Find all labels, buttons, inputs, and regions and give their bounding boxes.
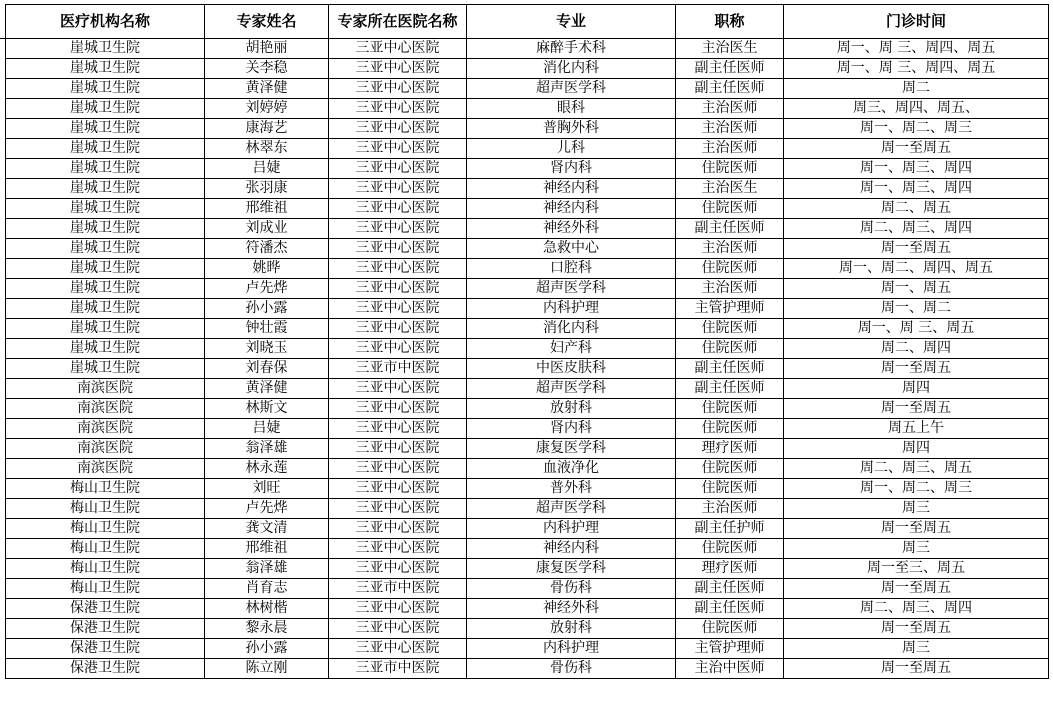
cell-clinic-time[interactable]: 周一、周 三、周四、周五 (784, 39, 1049, 59)
cell-specialty[interactable]: 康复医学科 (467, 439, 676, 459)
cell-title[interactable]: 主治医生 (676, 39, 784, 59)
cell-specialty[interactable]: 口腔科 (467, 259, 676, 279)
cell-institution[interactable]: 崖城卫生院 (6, 59, 205, 79)
cell-expert-hospital[interactable]: 三亚市中医院 (329, 659, 467, 679)
cell-expert-hospital[interactable]: 三亚中心医院 (329, 459, 467, 479)
cell-expert-hospital[interactable]: 三亚中心医院 (329, 419, 467, 439)
cell-expert-name[interactable]: 张羽康 (205, 179, 329, 199)
cell-title[interactable]: 主治医师 (676, 119, 784, 139)
cell-expert-name[interactable]: 康海艺 (205, 119, 329, 139)
table-row (6, 479, 1049, 499)
cell-expert-hospital[interactable]: 三亚中心医院 (329, 499, 467, 519)
cell-specialty[interactable]: 眼科 (467, 99, 676, 119)
cell-institution[interactable]: 崖城卫生院 (6, 79, 205, 99)
cell-institution[interactable]: 南滨医院 (6, 379, 205, 399)
cell-expert-hospital[interactable]: 三亚中心医院 (329, 199, 467, 219)
cell-specialty[interactable]: 妇产科 (467, 339, 676, 359)
cell-title[interactable]: 副主任医师 (676, 79, 784, 99)
cell-specialty[interactable]: 消化内科 (467, 319, 676, 339)
table-row (6, 459, 1049, 479)
cell-title[interactable]: 理疗医师 (676, 439, 784, 459)
table-row (6, 79, 1049, 99)
cell-expert-hospital[interactable]: 三亚中心医院 (329, 479, 467, 499)
cell-clinic-time[interactable]: 周一至周五 (784, 239, 1049, 259)
cell-title[interactable]: 住院医师 (676, 459, 784, 479)
cell-expert-hospital[interactable]: 三亚市中医院 (329, 359, 467, 379)
cell-expert-hospital[interactable]: 三亚中心医院 (329, 639, 467, 659)
table-row (6, 419, 1049, 439)
cell-specialty[interactable]: 普胸外科 (467, 119, 676, 139)
cell-title[interactable]: 住院医师 (676, 159, 784, 179)
cell-title[interactable]: 主治医师 (676, 239, 784, 259)
cell-expert-name[interactable]: 符潘杰 (205, 239, 329, 259)
cell-institution[interactable]: 崖城卫生院 (6, 199, 205, 219)
cell-expert-hospital[interactable]: 三亚中心医院 (329, 99, 467, 119)
cell-institution[interactable]: 梅山卫生院 (6, 499, 205, 519)
cell-expert-hospital[interactable]: 三亚中心医院 (329, 339, 467, 359)
table-row (6, 559, 1049, 579)
header-expert-name: 专家姓名 (205, 5, 329, 39)
cell-expert-hospital[interactable]: 三亚中心医院 (329, 139, 467, 159)
cell-institution[interactable]: 崖城卫生院 (6, 39, 205, 59)
cell-title[interactable]: 理疗医师 (676, 559, 784, 579)
cell-specialty[interactable]: 神经内科 (467, 539, 676, 559)
cell-institution[interactable]: 保港卫生院 (6, 659, 205, 679)
cell-expert-name[interactable]: 刘春保 (205, 359, 329, 379)
cell-clinic-time[interactable]: 周一、周三、周四 (784, 179, 1049, 199)
cell-specialty[interactable]: 神经外科 (467, 219, 676, 239)
header-title: 职称 (676, 5, 784, 39)
cell-expert-hospital[interactable]: 三亚中心医院 (329, 399, 467, 419)
cell-specialty[interactable]: 消化内科 (467, 59, 676, 79)
cell-institution[interactable]: 崖城卫生院 (6, 239, 205, 259)
cell-specialty[interactable]: 普外科 (467, 479, 676, 499)
cell-specialty[interactable]: 放射科 (467, 399, 676, 419)
table-row (6, 619, 1049, 639)
cell-institution[interactable]: 保港卫生院 (6, 599, 205, 619)
cell-clinic-time[interactable]: 周二、周四 (784, 339, 1049, 359)
cell-expert-hospital[interactable]: 三亚中心医院 (329, 39, 467, 59)
cell-clinic-time[interactable]: 周二、周三、周四 (784, 599, 1049, 619)
cell-specialty[interactable]: 内科护理 (467, 639, 676, 659)
cell-clinic-time[interactable]: 周二 (784, 79, 1049, 99)
cell-institution[interactable]: 保港卫生院 (6, 639, 205, 659)
cell-clinic-time[interactable]: 周二、周三、周五 (784, 459, 1049, 479)
cell-institution[interactable]: 崖城卫生院 (6, 139, 205, 159)
cell-clinic-time[interactable]: 周二、周五 (784, 199, 1049, 219)
cell-title[interactable]: 住院医师 (676, 419, 784, 439)
cell-title[interactable]: 副主任护师 (676, 519, 784, 539)
cell-title[interactable]: 主治医师 (676, 499, 784, 519)
cell-expert-name[interactable]: 刘成业 (205, 219, 329, 239)
cell-specialty[interactable]: 内科护理 (467, 299, 676, 319)
cell-expert-hospital[interactable]: 三亚中心医院 (329, 519, 467, 539)
cell-specialty[interactable]: 内科护理 (467, 519, 676, 539)
cell-expert-name[interactable]: 黄泽健 (205, 79, 329, 99)
cell-expert-name[interactable]: 肖育志 (205, 579, 329, 599)
cell-institution[interactable]: 南滨医院 (6, 459, 205, 479)
table-row (6, 379, 1049, 399)
cell-title[interactable]: 住院医师 (676, 619, 784, 639)
cell-clinic-time[interactable]: 周三 (784, 639, 1049, 659)
cell-expert-name[interactable]: 黎永晨 (205, 619, 329, 639)
cell-specialty[interactable]: 骨伤科 (467, 659, 676, 679)
cell-clinic-time[interactable]: 周一、周二 (784, 299, 1049, 319)
cell-institution[interactable]: 梅山卫生院 (6, 559, 205, 579)
cell-clinic-time[interactable]: 周四 (784, 439, 1049, 459)
cell-institution[interactable]: 崖城卫生院 (6, 119, 205, 139)
table-row (6, 639, 1049, 659)
table-body (6, 39, 1049, 679)
cell-institution[interactable]: 保港卫生院 (6, 619, 205, 639)
cell-expert-hospital[interactable]: 三亚中心医院 (329, 319, 467, 339)
table-row (6, 279, 1049, 299)
table-row (6, 339, 1049, 359)
cell-institution[interactable]: 崖城卫生院 (6, 159, 205, 179)
table-header (6, 5, 1049, 39)
cell-specialty[interactable]: 超声医学科 (467, 79, 676, 99)
table-row (6, 219, 1049, 239)
cell-clinic-time[interactable]: 周一至周五 (784, 139, 1049, 159)
cell-expert-hospital[interactable]: 三亚中心医院 (329, 259, 467, 279)
cell-specialty[interactable]: 肾内科 (467, 419, 676, 439)
table-row (6, 159, 1049, 179)
cell-title[interactable]: 住院医师 (676, 319, 784, 339)
cell-clinic-time[interactable]: 周一、周 三、周四、周五 (784, 59, 1049, 79)
cell-institution[interactable]: 梅山卫生院 (6, 539, 205, 559)
table-row (6, 519, 1049, 539)
table-row (6, 659, 1049, 679)
cell-institution[interactable]: 崖城卫生院 (6, 219, 205, 239)
header-row (6, 5, 1049, 39)
cell-expert-hospital[interactable]: 三亚中心医院 (329, 239, 467, 259)
cell-specialty[interactable]: 中医皮肤科 (467, 359, 676, 379)
table-row (6, 399, 1049, 419)
cell-expert-name[interactable]: 林树楷 (205, 599, 329, 619)
cell-expert-hospital[interactable]: 三亚中心医院 (329, 559, 467, 579)
cell-expert-name[interactable]: 龚文清 (205, 519, 329, 539)
cell-institution[interactable]: 南滨医院 (6, 419, 205, 439)
cell-clinic-time[interactable]: 周一、周二、周三 (784, 479, 1049, 499)
cell-expert-hospital[interactable]: 三亚中心医院 (329, 179, 467, 199)
cell-expert-hospital[interactable]: 三亚中心医院 (329, 439, 467, 459)
cell-expert-name[interactable]: 关李稳 (205, 59, 329, 79)
cell-expert-name[interactable]: 邢维祖 (205, 539, 329, 559)
cell-expert-name[interactable]: 林翠东 (205, 139, 329, 159)
cell-expert-hospital[interactable]: 三亚中心医院 (329, 619, 467, 639)
table-row (6, 299, 1049, 319)
cell-specialty[interactable]: 麻醉手术科 (467, 39, 676, 59)
cell-title[interactable]: 主管护理师 (676, 639, 784, 659)
table-row (6, 179, 1049, 199)
cell-clinic-time[interactable]: 周四 (784, 379, 1049, 399)
table-row (6, 579, 1049, 599)
cell-expert-name[interactable]: 林斯文 (205, 399, 329, 419)
header-institution: 医疗机构名称 (6, 5, 205, 39)
cell-institution[interactable]: 崖城卫生院 (6, 179, 205, 199)
cell-clinic-time[interactable]: 周一、周 三、周五 (784, 319, 1049, 339)
cell-expert-name[interactable]: 孙小露 (205, 299, 329, 319)
cell-title[interactable]: 副主任医师 (676, 379, 784, 399)
cell-institution[interactable]: 崖城卫生院 (6, 339, 205, 359)
cell-expert-name[interactable]: 卢先烨 (205, 279, 329, 299)
cell-expert-name[interactable]: 吕婕 (205, 159, 329, 179)
cell-title[interactable]: 住院医师 (676, 479, 784, 499)
cell-clinic-time[interactable]: 周一、周二、周四、周五 (784, 259, 1049, 279)
cell-expert-name[interactable]: 翁泽雄 (205, 439, 329, 459)
table-row (6, 239, 1049, 259)
spreadsheet-area (5, 4, 1049, 679)
table-row (6, 599, 1049, 619)
cell-specialty[interactable]: 儿科 (467, 139, 676, 159)
cell-clinic-time[interactable]: 周一至周五 (784, 519, 1049, 539)
cell-institution[interactable]: 南滨医院 (6, 399, 205, 419)
header-specialty: 专业 (467, 5, 676, 39)
cell-clinic-time[interactable]: 周三 (784, 499, 1049, 519)
table-row (6, 539, 1049, 559)
table-row (6, 259, 1049, 279)
cell-clinic-time[interactable]: 周一至周五 (784, 659, 1049, 679)
cell-institution[interactable]: 崖城卫生院 (6, 299, 205, 319)
clinic-schedule-table (5, 4, 1049, 679)
cell-expert-name[interactable]: 翁泽雄 (205, 559, 329, 579)
cell-expert-hospital[interactable]: 三亚中心医院 (329, 219, 467, 239)
cell-title[interactable]: 住院医师 (676, 259, 784, 279)
header-expert-hospital: 专家所在医院名称 (329, 5, 467, 39)
cell-expert-name[interactable]: 卢先烨 (205, 499, 329, 519)
cell-expert-name[interactable]: 钟壮霞 (205, 319, 329, 339)
table-row (6, 119, 1049, 139)
cell-title[interactable]: 主治医生 (676, 179, 784, 199)
cell-institution[interactable]: 崖城卫生院 (6, 359, 205, 379)
cell-expert-name[interactable]: 姚晔 (205, 259, 329, 279)
table-row (6, 139, 1049, 159)
cell-expert-name[interactable]: 黄泽健 (205, 379, 329, 399)
cell-clinic-time[interactable]: 周一、周二、周三 (784, 119, 1049, 139)
table-row (6, 359, 1049, 379)
cell-institution[interactable]: 南滨医院 (6, 439, 205, 459)
cell-expert-hospital[interactable]: 三亚中心医院 (329, 539, 467, 559)
cell-clinic-time[interactable]: 周一、周三、周四 (784, 159, 1049, 179)
cell-expert-hospital[interactable]: 三亚中心医院 (329, 79, 467, 99)
cell-specialty[interactable]: 血液净化 (467, 459, 676, 479)
cell-clinic-time[interactable]: 周一至周五 (784, 579, 1049, 599)
cell-clinic-time[interactable]: 周二、周三、周四 (784, 219, 1049, 239)
cell-title[interactable]: 副主任医师 (676, 219, 784, 239)
cell-expert-hospital[interactable]: 三亚中心医院 (329, 59, 467, 79)
cell-expert-hospital[interactable]: 三亚中心医院 (329, 279, 467, 299)
cell-expert-hospital[interactable]: 三亚中心医院 (329, 119, 467, 139)
table-row (6, 99, 1049, 119)
table-row (6, 439, 1049, 459)
cell-expert-name[interactable]: 陈立刚 (205, 659, 329, 679)
cell-title[interactable]: 主管护理师 (676, 299, 784, 319)
cell-title[interactable]: 主治中医师 (676, 659, 784, 679)
cell-expert-name[interactable]: 刘晓玉 (205, 339, 329, 359)
cell-specialty[interactable]: 放射科 (467, 619, 676, 639)
cell-expert-name[interactable]: 林永莲 (205, 459, 329, 479)
cell-clinic-time[interactable]: 周一至周五 (784, 619, 1049, 639)
table-row (6, 499, 1049, 519)
cell-title[interactable]: 住院医师 (676, 199, 784, 219)
cell-specialty[interactable]: 康复医学科 (467, 559, 676, 579)
cell-expert-hospital[interactable]: 三亚中心医院 (329, 599, 467, 619)
header-clinic-time: 门诊时间 (784, 5, 1049, 39)
cell-specialty[interactable]: 超声医学科 (467, 499, 676, 519)
cell-specialty[interactable]: 急救中心 (467, 239, 676, 259)
cell-institution[interactable]: 梅山卫生院 (6, 479, 205, 499)
cell-institution[interactable]: 崖城卫生院 (6, 319, 205, 339)
cell-expert-hospital[interactable]: 三亚市中医院 (329, 579, 467, 599)
table-row (6, 59, 1049, 79)
table-row (6, 39, 1049, 59)
cell-clinic-time[interactable]: 周一、周五 (784, 279, 1049, 299)
cell-expert-name[interactable]: 胡艳丽 (205, 39, 329, 59)
cell-title[interactable]: 主治医师 (676, 279, 784, 299)
cell-specialty[interactable]: 超声医学科 (467, 379, 676, 399)
cell-institution[interactable]: 崖城卫生院 (6, 259, 205, 279)
cell-specialty[interactable]: 神经内科 (467, 199, 676, 219)
cell-expert-name[interactable]: 邢维祖 (205, 199, 329, 219)
cell-specialty[interactable]: 神经内科 (467, 179, 676, 199)
cell-expert-name[interactable]: 孙小露 (205, 639, 329, 659)
cell-institution[interactable]: 崖城卫生院 (6, 279, 205, 299)
cell-clinic-time[interactable]: 周五上午 (784, 419, 1049, 439)
cell-title[interactable]: 住院医师 (676, 339, 784, 359)
cell-title[interactable]: 副主任医师 (676, 579, 784, 599)
table-row (6, 199, 1049, 219)
cell-clinic-time[interactable]: 周三 (784, 539, 1049, 559)
cell-specialty[interactable]: 神经外科 (467, 599, 676, 619)
cell-title[interactable]: 副主任医师 (676, 599, 784, 619)
cell-expert-name[interactable]: 刘婷婷 (205, 99, 329, 119)
cell-expert-hospital[interactable]: 三亚中心医院 (329, 159, 467, 179)
cell-clinic-time[interactable]: 周一至周五 (784, 399, 1049, 419)
cell-clinic-time[interactable]: 周一至周五 (784, 359, 1049, 379)
cell-expert-name[interactable]: 吕婕 (205, 419, 329, 439)
cell-expert-name[interactable]: 刘旺 (205, 479, 329, 499)
cell-institution[interactable]: 梅山卫生院 (6, 519, 205, 539)
cell-specialty[interactable]: 骨伤科 (467, 579, 676, 599)
cell-title[interactable]: 副主任医师 (676, 59, 784, 79)
cell-clinic-time[interactable]: 周三、周四、周五、 (784, 99, 1049, 119)
cell-specialty[interactable]: 肾内科 (467, 159, 676, 179)
cell-institution[interactable]: 梅山卫生院 (6, 579, 205, 599)
cell-clinic-time[interactable]: 周一至三、周五 (784, 559, 1049, 579)
table-row (6, 319, 1049, 339)
cell-title[interactable]: 主治医师 (676, 99, 784, 119)
cell-expert-hospital[interactable]: 三亚中心医院 (329, 299, 467, 319)
cell-title[interactable]: 住院医师 (676, 399, 784, 419)
cell-title[interactable]: 副主任医师 (676, 359, 784, 379)
cell-title[interactable]: 主治医师 (676, 139, 784, 159)
cell-specialty[interactable]: 超声医学科 (467, 279, 676, 299)
cell-institution[interactable]: 崖城卫生院 (6, 99, 205, 119)
cell-title[interactable]: 住院医师 (676, 539, 784, 559)
cell-expert-hospital[interactable]: 三亚中心医院 (329, 379, 467, 399)
